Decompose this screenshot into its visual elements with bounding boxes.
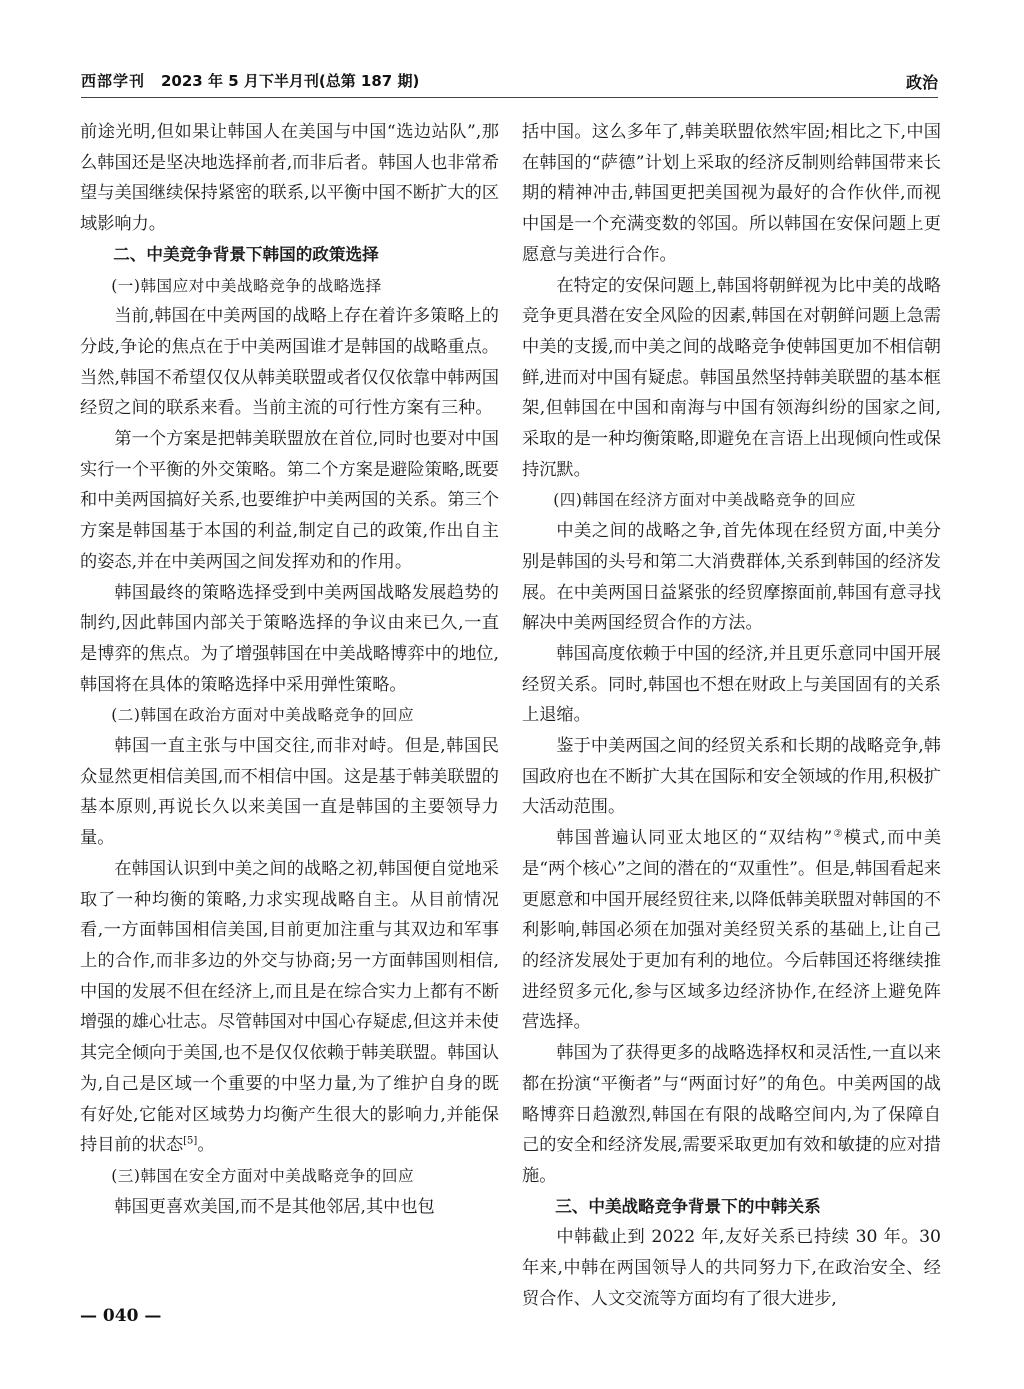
left-column xyxy=(80,117,499,1317)
section-heading: 二、中美竞争背景下韩国的政策选择 xyxy=(113,244,379,264)
right-column xyxy=(522,117,941,1317)
paragraph: 韩国更喜欢美国,而不是其他邻居,其中也包 xyxy=(114,1196,435,1217)
paragraph: 中美之间的战略之争,首先体现在经贸方面,中美分别是韩国的头号和第二大消费群体,关系到韩国的经济发展。在中美两国日益紧张的经贸摩擦面前,韩国有意寻找解决中美两国经贸合作的方法。 xyxy=(522,521,941,634)
paragraph-text: 韩国普遍认同亚太地区的“双结构” xyxy=(556,828,833,849)
paragraph-text: 模式,而中美是“两个核心”之间的潜在的“双重性”。但是,韩国看起来更愿意和中国开展经贸往来,以降低韩美联盟对韩国的不利影响,韩国必须在加强对美经贸关系的基础上,让自己的经济发展处于更加有利的地位。今后韩国还将继续推进经贸多元化,参与区域多边经济协作,在经济上避免阵营选择。 xyxy=(522,828,941,1033)
paragraph xyxy=(80,854,499,1161)
subsection-heading: (三)韩国在安全方面对中美战略竞争的回应 xyxy=(111,1166,415,1185)
section-label: 政治 xyxy=(905,73,938,92)
paragraph-text: 。 xyxy=(197,1135,215,1156)
citation-ref: [5] xyxy=(183,1135,198,1147)
paragraph: 韩国为了获得更多的战略选择权和灵活性,一直以来都在扮演“平衡者”与“两面讨好”的角色。中美两国的战略博弈日趋激烈,韩国在有限的战略空间内,为了保障自己的安全和经济发展,需要采取更加有效和敏捷的应对措施。 xyxy=(522,1043,941,1186)
paragraph: 中韩截止到 2022 年,友好关系已持续 30 年。30 年来,中韩在两国领导人的共同努力下,在政治安全、经贸合作、人文交流等方面均有了很大进步, xyxy=(522,1227,941,1309)
subsection-heading: (四)韩国在经济方面对中美战略竞争的回应 xyxy=(553,491,857,510)
header-rule xyxy=(81,97,938,98)
paragraph: 前途光明,但如果让韩国人在美国与中国“选边站队”,那么韩国还是坚决地选择前者,而非后者。韩国人也非常希望与美国继续保持紧密的联系,以平衡中国不断扩大的区域影响力。 xyxy=(80,122,499,235)
paragraph: 当前,韩国在中美两国的战略上存在着许多策略上的分歧,争论的焦点在于中美两国谁才是韩国的战略重点。当然,韩国不希望仅仅从韩美联盟或者仅仅依靠中韩两国经贸之间的联系来看。当前主流的可行性方案有三种。 xyxy=(80,306,499,419)
page-header xyxy=(81,70,938,98)
paragraph: 韩国一直主张与中国交往,而非对峙。但是,韩国民众显然更相信美国,而不相信中国。这是基于韩美联盟的基本原则,再说长久以来美国一直是韩国的主要领导力量。 xyxy=(80,736,499,849)
paragraph-text: 在韩国认识到中美之间的战略之初,韩国便自觉地采取了一种均衡的策略,力求实现战略自主。从目前情况看,一方面韩国相信美国,目前更加注重与其双边和军事上的合作,而非多边的外交与协商;另一方面韩国则相信,中国的发展不但在经济上,而且是在综合实力上都有不断增强的雄心壮志。尽管韩国对中国心存疑虑,但这并未使其完全倾向于美国,也不是仅仅依赖于韩美联盟。韩国认为,自己是区域一个重要的中坚力量,为了维护自身的既有好处,它能对区域势力均衡产生很大的影响力,并能保持目前的状态 xyxy=(80,858,499,1156)
footnote-ref: ② xyxy=(832,828,844,840)
page-number: — 040 — xyxy=(80,1306,162,1326)
section-heading: 三、中美战略竞争背景下的中韩关系 xyxy=(555,1196,821,1216)
subsection-heading: (二)韩国在政治方面对中美战略竞争的回应 xyxy=(111,706,415,725)
journal-logo: 西部学刊 xyxy=(81,72,146,90)
paragraph: 鉴于中美两国之间的经贸关系和长期的战略竞争,韩国政府也在不断扩大其在国际和安全领域的作用,积极扩大活动范围。 xyxy=(522,736,941,818)
paragraph xyxy=(522,823,941,1038)
paragraph: 括中国。这么多年了,韩美联盟依然牢固;相比之下,中国在韩国的“萨德”计划上采取的经济反制则给韩国带来长期的精神冲击,韩国更把美国视为最好的合作伙伴,而视中国是一个充满变数的邻国。所以韩国在安保问题上更愿意与美进行合作。 xyxy=(522,122,941,265)
paragraph: 在特定的安保问题上,韩国将朝鲜视为比中美的战略竞争更具潜在安全风险的因素,韩国在对朝鲜问题上急需中美的支援,而中美之间的战略竞争使韩国更加不相信朝鲜,进而对中国有疑虑。韩国虽然坚持韩美联盟的基本框架,但韩国在中国和南海与中国有领海纠纷的国家之间,采取的是一种均衡策略,即避免在言语上出现倾向性或保持沉默。 xyxy=(522,275,941,480)
paragraph: 韩国最终的策略选择受到中美两国战略发展趋势的制约,因此韩国内部关于策略选择的争议由来已久,一直是博弈的焦点。为了增强韩国在中美战略博弈中的地位,韩国将在具体的策略选择中采用弹性策略。 xyxy=(80,582,499,695)
paragraph: 第一个方案是把韩美联盟放在首位,同时也要对中国实行一个平衡的外交策略。第二个方案是避险策略,既要和中美两国搞好关系,也要维护中美两国的关系。第三个方案是韩国基于本国的利益,制定自己的政策,作出自主的姿态,并在中美两国之间发挥劝和的作用。 xyxy=(80,429,499,572)
subsection-heading: (一)韩国应对中美战略竞争的战略选择 xyxy=(111,276,382,295)
paragraph: 韩国高度依赖于中国的经济,并且更乐意同中国开展经贸关系。同时,韩国也不想在财政上与美国固有的关系上退缩。 xyxy=(522,643,941,726)
issue-info: 2023 年 5 月下半月刊(总第 187 期) xyxy=(161,72,420,90)
